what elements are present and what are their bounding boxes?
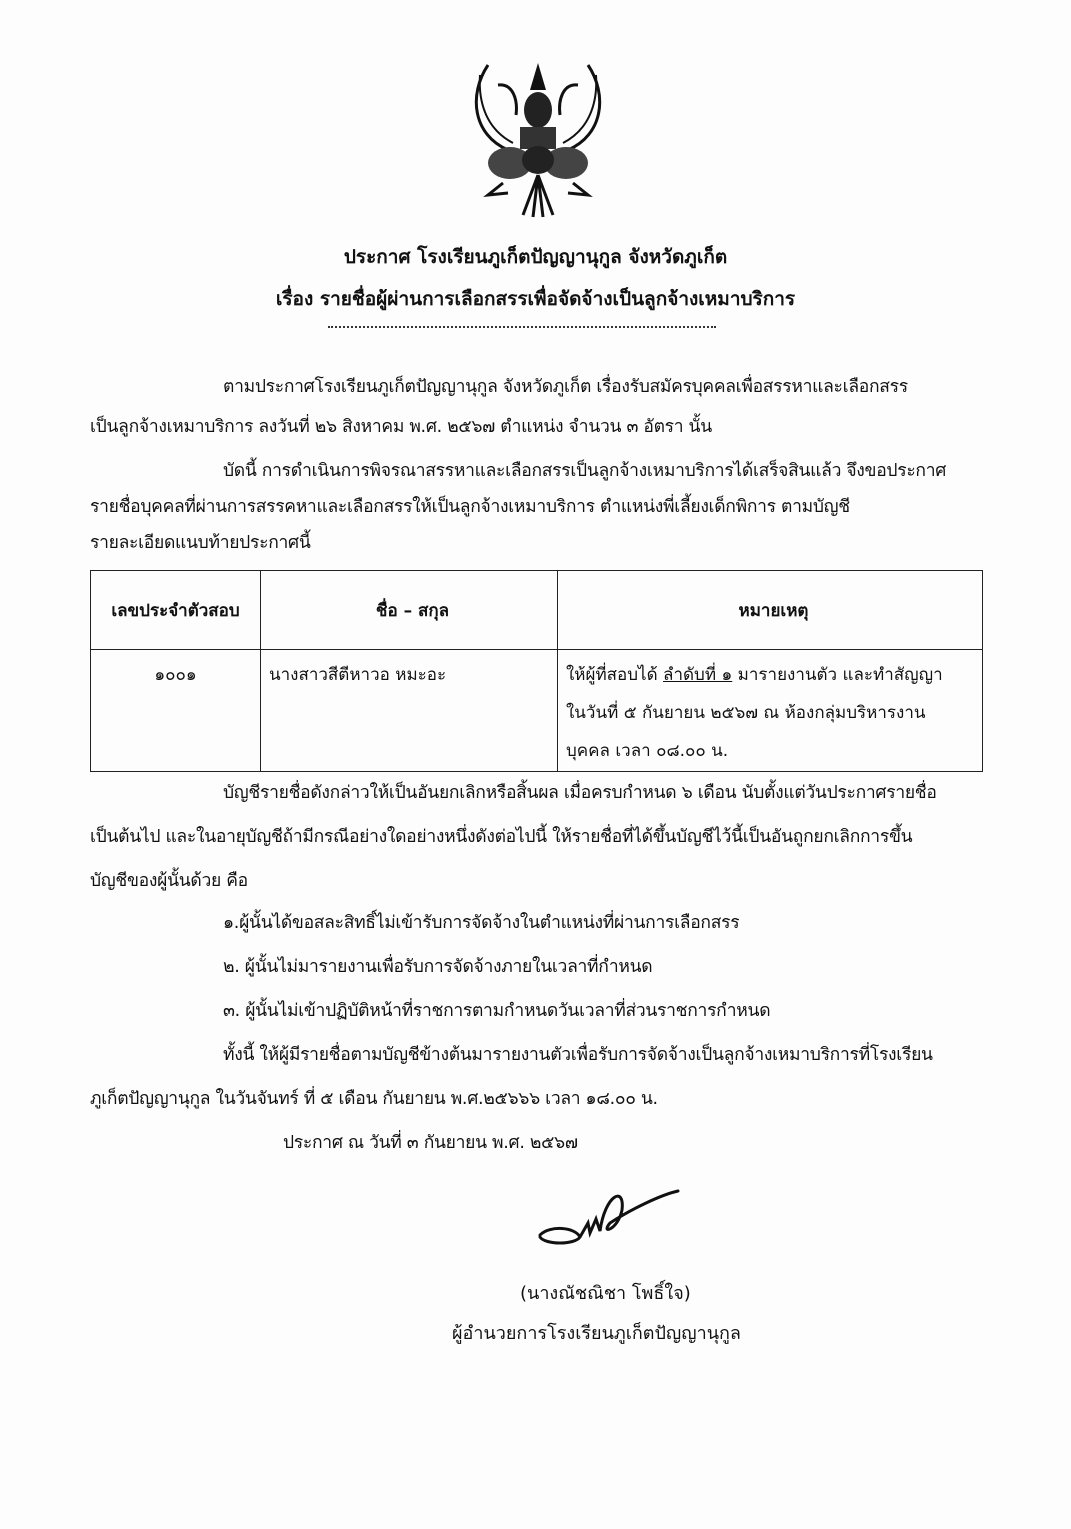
paragraph-3-line-1: บัญชีรายชื่อดังกล่าวให้เป็นอันยกเลิกหรือสิ้นผล เมื่อครบกำหนด ๖ เดือน นับตั้งแต่วันประกาศรายชื่อ bbox=[223, 783, 937, 803]
paragraph-2-line-2: รายชื่อบุคคลที่ผ่านการสรรคหาและเลือกสรรให้เป็นลูกจ้างเหมาบริการ ตำแหน่งพี่เลี้ยงเด็กพิการ ตามบัญชี bbox=[90, 497, 850, 517]
announced-date: ประกาศ ณ วันที่ ๓ กันยายน พ.ศ. ๒๕๖๗ bbox=[283, 1133, 578, 1153]
cell-note bbox=[558, 650, 983, 772]
paragraph-2-line-1: บัดนี้ การดำเนินการพิจรณาสรรหาและเลือกสรรเป็นลูกจ้างเหมาบริการได้เสร็จสินแล้ว จึงขอประกาศ bbox=[223, 461, 947, 481]
header-note: หมายเหตุ bbox=[558, 571, 983, 650]
paragraph-2-line-3: รายละเอียดแนบท้ายประกาศนี้ bbox=[90, 533, 311, 553]
paragraph-4-line-1: ทั้งนี้ ให้ผู้มีรายชื่อตามบัญชีข้างต้นมารายงานตัวเพื่อรับการจัดจ้างเป็นลูกจ้างเหมาบริการที่โรงเรียน bbox=[223, 1045, 933, 1065]
condition-3: ๓. ผู้นั้นไม่เข้าปฏิบัติหน้าที่ราชการตามกำหนดวันเวลาที่ส่วนราชการกำหนด bbox=[223, 1001, 771, 1021]
note-line-3: บุคคล เวลา ๐๘.๐๐ น. bbox=[566, 741, 729, 761]
note-prefix: ให้ผู้ที่สอบได้ bbox=[566, 665, 664, 685]
announcement-title: ประกาศ โรงเรียนภูเก็ตปัญญานุกูล จังหวัดภูเก็ต bbox=[343, 246, 728, 268]
garuda-emblem-icon bbox=[458, 55, 618, 220]
condition-1: ๑.ผู้นั้นได้ขอสละสิทธิ์ไม่เข้ารับการจัดจ้างในตำแหน่งที่ผ่านการเลือกสรร bbox=[223, 913, 740, 933]
table-header-row bbox=[91, 571, 983, 650]
subject-title: เรื่อง รายชื่อผู้ผ่านการเลือกสรรเพื่อจัดจ้างเป็นลูกจ้างเหมาบริการ bbox=[275, 288, 796, 310]
dotted-divider bbox=[328, 326, 716, 328]
table-row bbox=[91, 650, 983, 772]
paragraph-1-line-1: ตามประกาศโรงเรียนภูเก็ตปัญญานุกูล จังหวัดภูเก็ต เรื่องรับสมัครบุคคลเพื่อสรรหาและเลือกสรร bbox=[223, 377, 908, 397]
signature-icon bbox=[530, 1175, 680, 1255]
note-rank: ลำดับที่ ๑ bbox=[663, 665, 733, 685]
signatory-position: ผู้อำนวยการโรงเรียนภูเก็ตปัญญานุกูล bbox=[452, 1323, 741, 1344]
cell-exam-id: ๑๐๐๑ bbox=[91, 650, 261, 772]
paragraph-3-line-2: เป็นต้นไป และในอายุบัญชีถ้ามีกรณีอย่างใดอย่างหนึ่งดังต่อไปนี้ ให้รายชื่อที่ได้ขึ้นบัญชีไว้นี้เป็นอันถูกยกเลิกการขึ้น bbox=[90, 827, 913, 847]
cell-name: นางสาวสีตีหาวอ หมะอะ bbox=[261, 650, 558, 772]
header-exam-id: เลขประจำตัวสอบ bbox=[91, 571, 261, 650]
note-line-2: ในวันที่ ๕ กันยายน ๒๕๖๗ ณ ห้องกลุ่มบริหารงาน bbox=[566, 703, 926, 723]
signatory-name: (นางณัชณิชา โพธิ์ใจ) bbox=[520, 1283, 691, 1304]
paragraph-4-line-2: ภูเก็ตปัญญานุกูล ในวันจันทร์ ที่ ๕ เดือน กันยายน พ.ศ.๒๕๖๖๖ เวลา ๑๘.๐๐ น. bbox=[90, 1089, 658, 1109]
results-table bbox=[90, 570, 983, 772]
paragraph-1-line-2: เป็นลูกจ้างเหมาบริการ ลงวันที่ ๒๖ สิงหาคม พ.ศ. ๒๕๖๗ ตำแหน่ง จำนวน ๓ อัตรา นั้น bbox=[90, 417, 712, 437]
condition-2: ๒. ผู้นั้นไม่มารายงานเพื่อรับการจัดจ้างภายในเวลาที่กำหนด bbox=[223, 957, 653, 977]
header-name: ชื่อ – สกุล bbox=[261, 571, 558, 650]
note-suffix: มารายงานตัว และทำสัญญา bbox=[732, 665, 943, 685]
paragraph-3-line-3: บัญชีของผู้นั้นด้วย คือ bbox=[90, 871, 248, 891]
note-line-1 bbox=[566, 656, 981, 694]
